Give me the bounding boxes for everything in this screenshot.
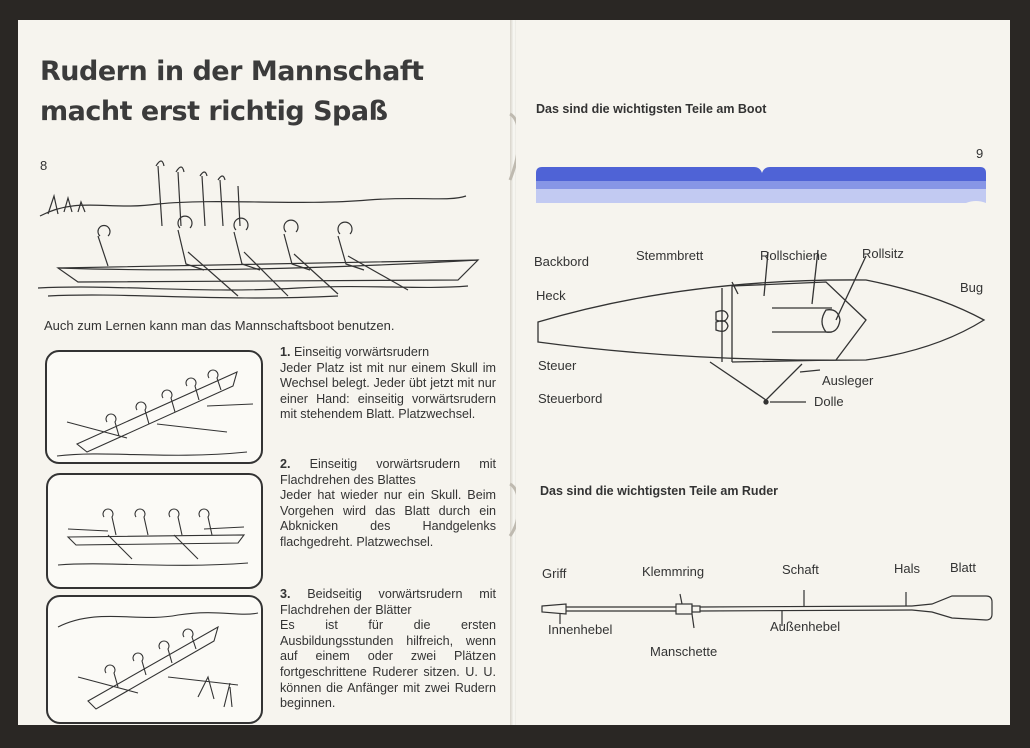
illustration-1 <box>45 350 263 464</box>
label-stemmbrett: Stemmbrett <box>636 248 704 263</box>
step-1 <box>280 345 496 423</box>
step-2 <box>280 457 496 551</box>
label-manschette: Manschette <box>650 644 718 659</box>
label-schaft: Schaft <box>782 562 819 577</box>
illustration-3 <box>46 595 263 724</box>
illustration-2 <box>46 473 263 589</box>
step-3 <box>280 587 496 712</box>
label-klemmring: Klemmring <box>642 564 705 579</box>
page-number-left: 8 <box>40 158 48 173</box>
label-rollschiene: Rollschiene <box>760 248 828 263</box>
intro-text: Auch zum Lernen kann man das Mannschaftsboot benutzen. <box>44 318 395 333</box>
title-line-2: macht erst richtig Spaß <box>40 96 388 127</box>
illustration-2-drawing <box>48 475 261 587</box>
label-griff: Griff <box>542 566 567 581</box>
step-2-number: 2. <box>280 457 291 471</box>
step-2-heading: Einseitig vorwärtsrudern mit Flachdrehen des Blattes <box>280 457 497 487</box>
step-3-body: Es ist für die ersten Ausbildungsstunden hilfreich, wenn auf einem oder zwei Plätzen fortgeschrittene Ruderer sitzen. U. U. können die Anfänger mit zwei Rudern beginnen. <box>280 618 496 711</box>
illustration-1-drawing <box>47 352 261 462</box>
label-heck: Heck <box>536 288 566 303</box>
label-hals: Hals <box>894 561 921 576</box>
label-dolle: Dolle <box>814 394 844 409</box>
step-1-body: Jeder Platz ist mit nur einem Skull im Wechsel belegt. Jeder übt jetzt mit nur einer Hand: einseitig vorwärtsrudern mit stehendem Blatt. Platzwechsel. <box>280 360 496 422</box>
label-innenhebel: Innenhebel <box>548 622 613 637</box>
step-2-body: Jeder hat wieder nur ein Skull. Beim Vorgehen wird das Blatt durch ein Abknicken des Handgelenks flachgedreht. Platzwechsel. <box>280 488 496 549</box>
oar-parts-heading: Das sind die wichtigsten Teile am Ruder <box>540 484 779 498</box>
step-3-number: 3. <box>280 587 291 601</box>
label-bug: Bug <box>960 280 984 295</box>
page-title <box>40 52 424 132</box>
boat-diagram <box>536 270 986 410</box>
step-1-heading: Einseitig vorwärtsrudern <box>294 345 430 359</box>
title-line-1: Rudern in der Mannschaft <box>40 56 424 87</box>
step-1-number: 1. <box>280 345 291 359</box>
label-backbord: Backbord <box>534 254 589 269</box>
decorative-color-band <box>536 165 986 207</box>
right-page <box>516 20 1010 725</box>
label-blatt: Blatt <box>950 560 977 575</box>
step-3-heading: Beidseitig vorwärtsrudern mit Flachdrehen der Blätter <box>280 587 496 617</box>
label-steuerbord: Steuerbord <box>538 391 603 406</box>
boat-parts-heading: Das sind die wichtigsten Teile am Boot <box>536 102 767 116</box>
left-page <box>18 20 512 725</box>
label-rollsitz: Rollsitz <box>862 246 904 261</box>
rowing-crew-illustration <box>38 156 468 306</box>
label-aussenhebel: Außenhebel <box>770 619 841 634</box>
oar-diagram <box>542 580 992 650</box>
illustration-3-drawing <box>48 597 261 722</box>
label-ausleger: Ausleger <box>822 373 874 388</box>
page-number-right: 9 <box>976 146 984 161</box>
label-steuer: Steuer <box>538 358 577 373</box>
